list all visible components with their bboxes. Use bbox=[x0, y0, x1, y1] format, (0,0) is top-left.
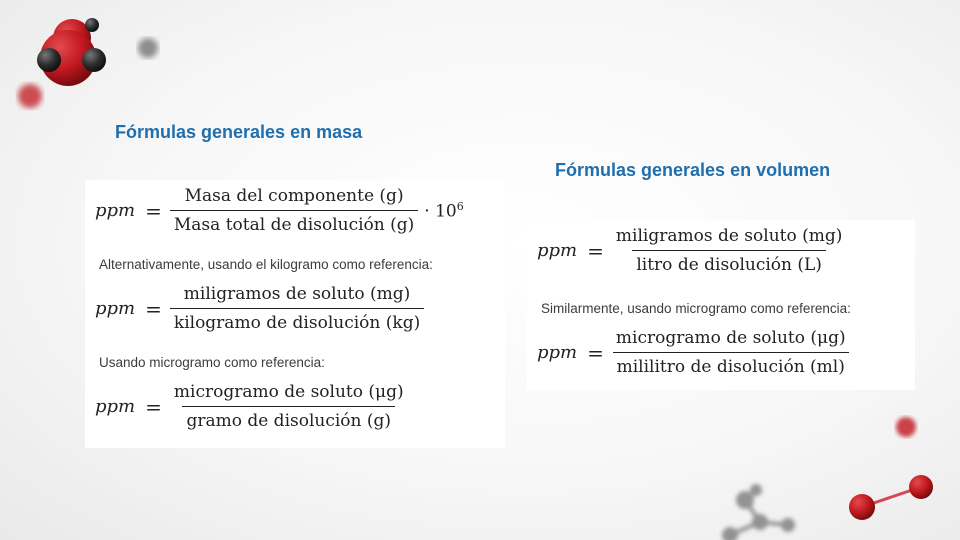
fraction bbox=[170, 382, 408, 431]
mass-caption-kilogram: Alternativamente, usando el kilogramo como referencia: bbox=[99, 257, 433, 272]
mass-formula-1 bbox=[95, 186, 464, 235]
mass-formula-3 bbox=[95, 382, 408, 431]
volume-caption-microgram: Similarmente, usando microgramo como referencia: bbox=[541, 301, 851, 316]
multiplier-base: · 10 bbox=[424, 201, 457, 222]
volume-formula-1 bbox=[537, 226, 846, 275]
volume-formulas-heading: Fórmulas generales en volumen bbox=[555, 160, 831, 180]
formula-lhs: ppm bbox=[95, 298, 136, 319]
fraction-denominator: litro de disolución (L) bbox=[632, 250, 826, 275]
fraction-numerator: miligramos de soluto (mg) bbox=[615, 226, 843, 246]
volume-formula-2 bbox=[537, 328, 850, 377]
formula-lhs: ppm bbox=[537, 342, 578, 363]
equals-sign: = bbox=[145, 394, 162, 419]
fraction-numerator: microgramo de soluto (μg) bbox=[173, 382, 404, 402]
fraction bbox=[170, 284, 424, 333]
multiplier bbox=[424, 200, 463, 222]
fraction-numerator: miligramos de soluto (mg) bbox=[183, 284, 411, 304]
fraction bbox=[170, 186, 418, 235]
fraction-denominator: gramo de disolución (g) bbox=[182, 406, 395, 431]
fraction bbox=[612, 226, 847, 275]
mass-formulas-panel bbox=[85, 180, 505, 448]
equals-sign: = bbox=[145, 296, 162, 321]
multiplier-exponent: 6 bbox=[456, 199, 464, 213]
formula-lhs: ppm bbox=[95, 200, 136, 221]
fraction-denominator: kilogramo de disolución (kg) bbox=[170, 308, 424, 333]
fraction-denominator: mililitro de disolución (ml) bbox=[613, 352, 849, 377]
mass-formulas-heading: Fórmulas generales en masa bbox=[115, 122, 363, 142]
fraction-numerator: microgramo de soluto (μg) bbox=[615, 328, 846, 348]
mass-formula-2 bbox=[95, 284, 424, 333]
molecule-top-left-icon bbox=[18, 18, 158, 108]
equals-sign: = bbox=[145, 198, 162, 223]
mass-caption-microgram: Usando microgramo como referencia: bbox=[99, 355, 325, 370]
equals-sign: = bbox=[587, 238, 604, 263]
fraction-denominator: Masa total de disolución (g) bbox=[170, 210, 418, 235]
formula-lhs: ppm bbox=[95, 396, 136, 417]
molecule-bottom-right-icon bbox=[722, 417, 933, 540]
formula-lhs: ppm bbox=[537, 240, 578, 261]
volume-formulas-panel bbox=[527, 220, 915, 390]
fraction-numerator: Masa del componente (g) bbox=[184, 186, 404, 206]
equals-sign: = bbox=[587, 340, 604, 365]
fraction bbox=[612, 328, 850, 377]
